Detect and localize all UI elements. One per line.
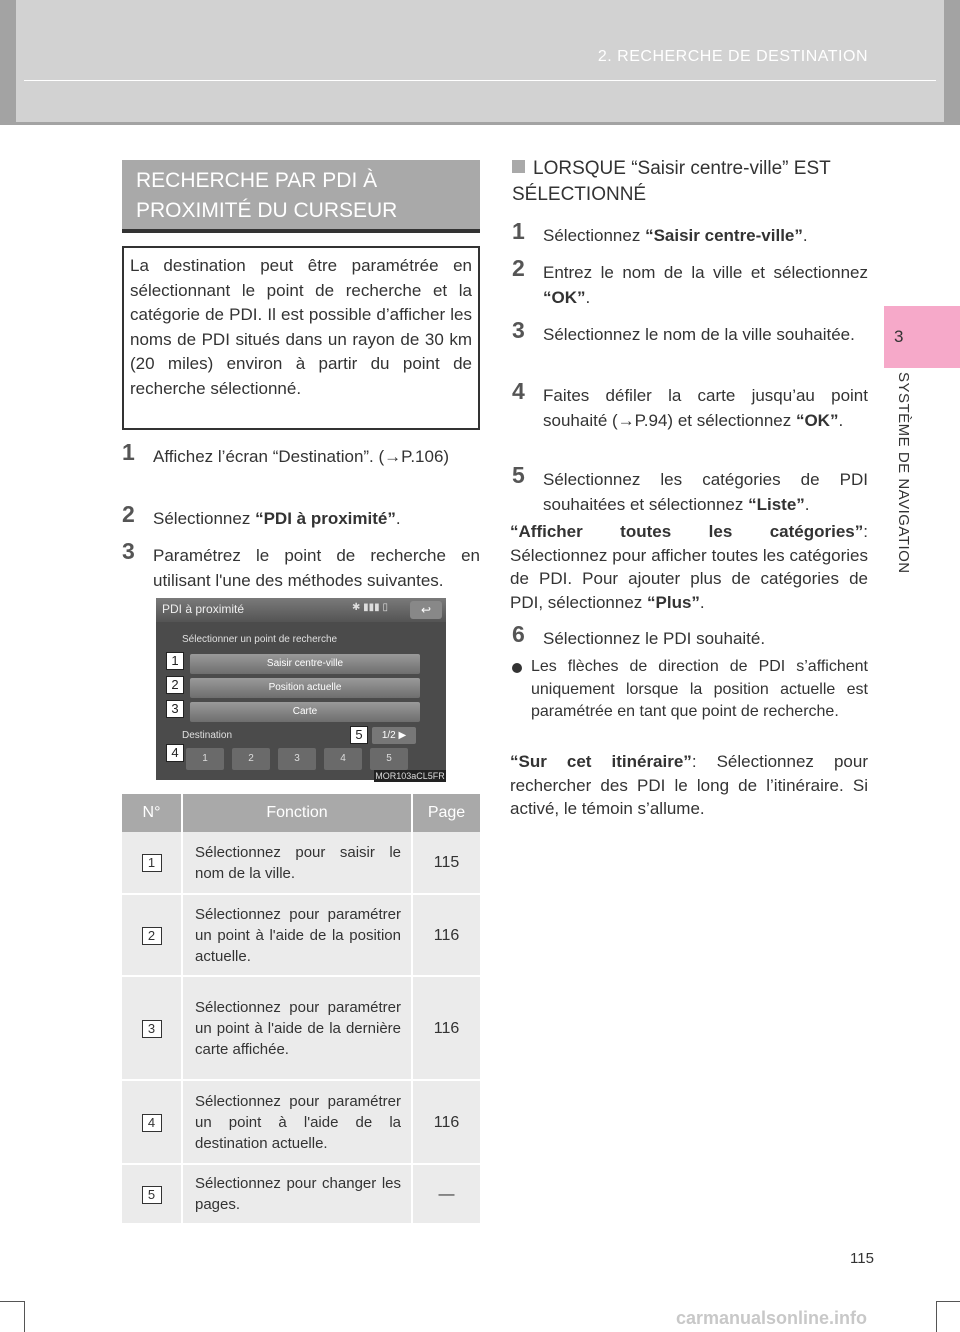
- step-number: 1: [122, 439, 135, 465]
- callout-5: 5: [350, 726, 368, 744]
- step-number: 3: [512, 317, 525, 343]
- destination-slot-4[interactable]: 4: [324, 748, 362, 770]
- callout-4: 4: [166, 744, 184, 762]
- square-bullet-icon: [512, 160, 525, 173]
- section-heading-line-1: RECHERCHE PAR PDI À: [136, 169, 378, 192]
- row-function: Sélectionnez pour paramétrer un point à l'aide de la dernière carte affichée.: [182, 976, 412, 1080]
- row-function: Sélectionnez pour paramétrer un point à l'aide de la destination actuelle.: [182, 1080, 412, 1164]
- header-page: Page: [412, 794, 480, 832]
- row-page: —: [412, 1164, 480, 1224]
- table-row: [122, 1080, 480, 1164]
- callout-3: 3: [166, 700, 184, 718]
- right-step-4: [512, 378, 868, 433]
- table-row: [122, 832, 480, 894]
- step-text: Entrez le nom de la ville et sélectionnez “OK”.: [543, 263, 868, 307]
- step-number: 3: [122, 538, 135, 564]
- step-text: Sélectionnez le PDI souhaité.: [543, 629, 766, 648]
- watermark: carmanualsonline.info: [676, 1308, 868, 1328]
- step-2: [122, 501, 480, 531]
- step-number: 5: [512, 462, 525, 488]
- chapter-title: 2. RECHERCHE DE DESTINATION: [597, 48, 868, 65]
- row-page: 116: [412, 1080, 480, 1164]
- row-page: 116: [412, 894, 480, 976]
- back-button[interactable]: ↩: [410, 601, 442, 619]
- right-step-5: [512, 462, 868, 517]
- callout-2: 2: [166, 676, 184, 694]
- step-text: Faites défiler la carte jusqu’au point souhaité (→P.94) et sélectionnez “OK”.: [543, 386, 868, 430]
- table-row: [122, 976, 480, 1080]
- right-step-1: [512, 218, 868, 248]
- step-1: [122, 439, 480, 469]
- step-number: 2: [122, 501, 135, 527]
- row-number: 4: [142, 1114, 162, 1132]
- header-no: N°: [122, 794, 182, 832]
- row-page: 116: [412, 976, 480, 1080]
- section-heading-line-2: PROXIMITÉ DU CURSEUR: [136, 199, 398, 222]
- right-step-3: [512, 317, 868, 347]
- step-text: Sélectionnez “Saisir centre-ville”.: [543, 226, 808, 245]
- destination-slot-3[interactable]: 3: [278, 748, 316, 770]
- table-row: [122, 894, 480, 976]
- crop-mark: [24, 1301, 25, 1332]
- direction-arrows-note: Les flèches de direction de PDI s’affichent uniquement lorsque la position actuelle est paramétrée en tant que point de recherche.: [512, 656, 868, 724]
- destination-slot-1[interactable]: 1: [186, 748, 224, 770]
- status-icons: ✱ ▮▮▮ ▯: [352, 602, 388, 613]
- map-button[interactable]: Carte: [190, 702, 420, 722]
- step-number: 1: [512, 218, 525, 244]
- step-number: 6: [512, 621, 525, 647]
- step-3: [122, 538, 480, 593]
- chapter-side-label: SYSTÈME DE NAVIGATION: [895, 372, 912, 574]
- step-number: 2: [512, 255, 525, 281]
- screen-subtitle: Sélectionner un point de recherche: [182, 634, 338, 645]
- step-text: Sélectionnez “PDI à proximité”.: [153, 509, 401, 528]
- row-number: 2: [142, 927, 162, 945]
- row-number: 5: [142, 1186, 162, 1204]
- step-text: Sélectionnez les catégories de PDI souhaitées et sélectionnez “Liste”.: [543, 470, 868, 514]
- current-position-button[interactable]: Position actuelle: [190, 678, 420, 698]
- step-text: Sélectionnez le nom de la ville souhaitée.: [543, 325, 855, 344]
- chapter-number: 3: [894, 327, 904, 346]
- function-table: [122, 794, 480, 1225]
- row-number: 1: [142, 854, 162, 872]
- destination-slot-5[interactable]: 5: [370, 748, 408, 770]
- step-text: Paramétrez le point de recherche en utilisant l'une des méthodes suivantes.: [153, 546, 480, 590]
- show-all-categories-note: “Afficher toutes les catégories”: Sélectionnez pour afficher toutes les catégories de PDI. Pour ajouter plus de catégories de PDI, sélectionnez “Plus”.: [510, 522, 868, 612]
- row-function: Sélectionnez pour paramétrer un point à l'aide de la position actuelle.: [182, 894, 412, 976]
- intro-box: La destination peut être paramétrée en sélectionnant le point de recherche et la catégorie de PDI. Il est possible d’afficher les noms de PDI situés dans un rayon de 30 km (20 miles) environ à partir du point de recherche sélectionné.: [122, 246, 480, 430]
- page-indicator-button[interactable]: 1/2 ▶: [372, 727, 416, 744]
- destination-slot-2[interactable]: 2: [232, 748, 270, 770]
- step-number: 4: [512, 378, 525, 404]
- header-rule: [24, 80, 936, 81]
- table-header-row: [122, 794, 480, 832]
- row-function: Sélectionnez pour saisir le nom de la ville.: [182, 832, 412, 894]
- screen-title: PDI à proximité: [162, 602, 245, 616]
- page-number: 115: [850, 1250, 874, 1267]
- destination-label: Destination: [182, 730, 233, 741]
- bullet-dot-icon: [512, 663, 522, 673]
- image-code: MOR103aCL5FR: [375, 771, 445, 781]
- row-number: 3: [142, 1020, 162, 1038]
- right-step-6: [512, 621, 868, 651]
- crop-mark: [936, 1301, 960, 1302]
- crop-mark: [936, 1301, 937, 1332]
- subheading: LORSQUE “Saisir centre-ville” EST SÉLECTIONNÉ: [512, 158, 831, 205]
- section-heading: [122, 160, 480, 233]
- row-page: 115: [412, 832, 480, 894]
- crop-mark: [0, 1301, 24, 1302]
- right-step-2: [512, 255, 868, 310]
- step-text: Affichez l’écran “Destination”. (→P.106): [153, 447, 450, 466]
- callout-1: 1: [166, 652, 184, 670]
- on-route-note: “Sur cet itinéraire”: Sélectionnez pour rechercher des PDI le long de l’itinéraire. Si activé, le témoin s’allume.: [510, 752, 868, 818]
- city-centre-button[interactable]: Saisir centre-ville: [190, 654, 420, 674]
- table-row: [122, 1164, 480, 1224]
- row-function: Sélectionnez pour changer les pages.: [182, 1164, 412, 1224]
- navigation-screen-image: [156, 598, 446, 780]
- header-function: Fonction: [182, 794, 412, 832]
